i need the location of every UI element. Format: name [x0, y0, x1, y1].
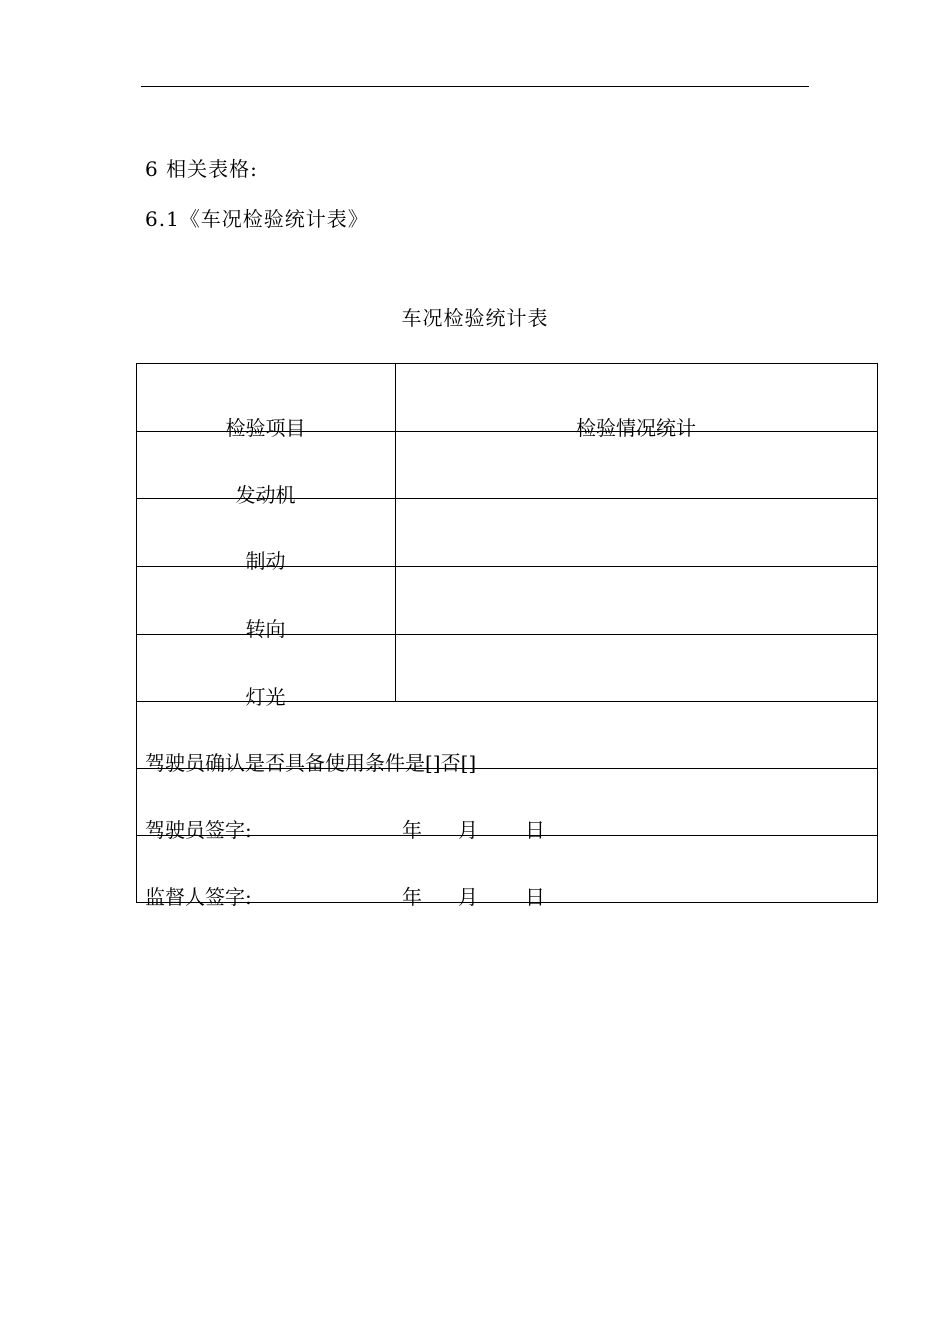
driver-signature-day: 日: [525, 818, 545, 842]
subsection-title: 6.1《车况检验统计表》: [145, 207, 369, 231]
header-inspection-stats: 检验情况统计: [576, 416, 696, 440]
driver-signature-label: 驾驶员签字:: [145, 818, 252, 842]
supervisor-signature-month: 月: [458, 885, 478, 909]
table-border-top: [136, 363, 878, 364]
row-item-engine: 发动机: [235, 483, 296, 507]
row-item-steering: 转向: [245, 617, 286, 641]
column-divider: [395, 363, 396, 701]
header-rule: [141, 86, 809, 87]
driver-signature-month: 月: [458, 818, 478, 842]
row-item-brake: 制动: [245, 549, 286, 573]
table-title: 车况检验统计表: [401, 306, 549, 330]
section-title: 6 相关表格:: [145, 157, 258, 181]
row-item-lights: 灯光: [245, 685, 286, 709]
supervisor-signature-year: 年: [402, 885, 422, 909]
supervisor-signature-label: 监督人签字:: [145, 885, 252, 909]
driver-signature-year: 年: [402, 818, 422, 842]
supervisor-signature-day: 日: [525, 885, 545, 909]
driver-confirm-text: 驾驶员确认是否具备使用条件是[]否[]: [145, 751, 477, 775]
table-border-right: [877, 363, 878, 902]
header-inspection-item: 检验项目: [225, 416, 306, 440]
